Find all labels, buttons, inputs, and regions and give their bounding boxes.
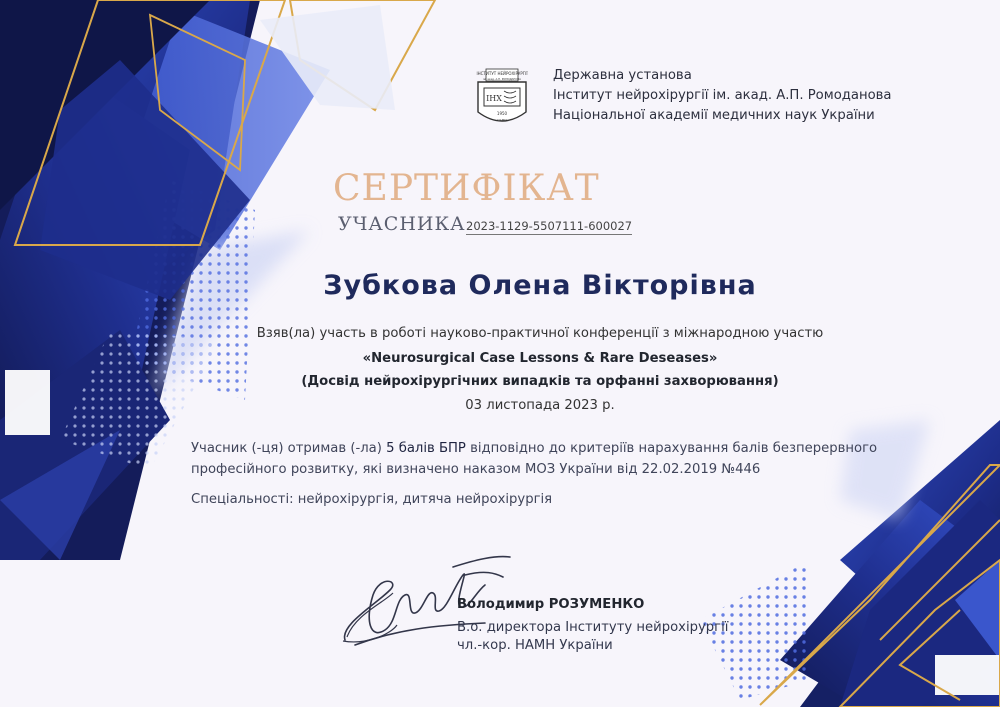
- director-name: Володимир РОЗУМЕНКО: [457, 597, 645, 612]
- recipient-name: Зубкова Олена Вікторівна: [323, 270, 757, 301]
- event-date: 03 листопада 2023 р.: [465, 398, 615, 413]
- credits-post: відповідно до критеріїв нарахування балів безперервного професійного розвитку, які визначено наказом МОЗ України від 22.02.2019 №446: [191, 441, 878, 477]
- logo-bottom-text: НАМН: [497, 118, 507, 122]
- institution-line-2: Інститут нейрохірургії ім. акад. А.П. Ромоданова: [553, 88, 892, 103]
- logo-top-text: ІНСТИТУТ НЕЙРОХІРУРГІЇ: [476, 71, 528, 76]
- participation-text: Взяв(ла) участь в роботі науково-практичної конференції з міжнародною участю: [256, 326, 824, 341]
- institute-logo: [472, 66, 532, 130]
- logo-year: 1950: [496, 111, 508, 116]
- director-position: В.о. директора Інституту нейрохірургії: [457, 620, 729, 635]
- credits-pre: Учасник (-ця) отримав (-ла): [191, 441, 387, 456]
- certificate-number: 2023-1129-5507111-600027: [466, 219, 633, 233]
- institution-line-3: Національної академії медичних наук України: [553, 108, 875, 123]
- logo-sub-text: ім. акад. А.П. РОМОДАНОВА: [483, 78, 521, 81]
- certificate-subtitle: УЧАСНИКА: [338, 213, 466, 235]
- institution-line-1: Державна установа: [553, 68, 692, 83]
- director-rank: чл.-кор. НАМН України: [457, 638, 613, 653]
- credits-points: 5 балів БПР: [386, 441, 466, 456]
- institution-block: [553, 66, 892, 126]
- credits-paragraph: [191, 438, 881, 480]
- event-name-ua: (Досвід нейрохірургічних випадків та орфанні захворювання): [301, 374, 779, 389]
- event-name-en: «Neurosurgical Case Lessons & Rare Deseases»: [362, 351, 718, 366]
- logo-center-text: ІНХ: [486, 94, 502, 103]
- certificate-title: СЕРТИФІКАТ: [333, 168, 600, 209]
- specialties: Спеціальності: нейрохірургія, дитяча нейрохірургія: [191, 492, 553, 507]
